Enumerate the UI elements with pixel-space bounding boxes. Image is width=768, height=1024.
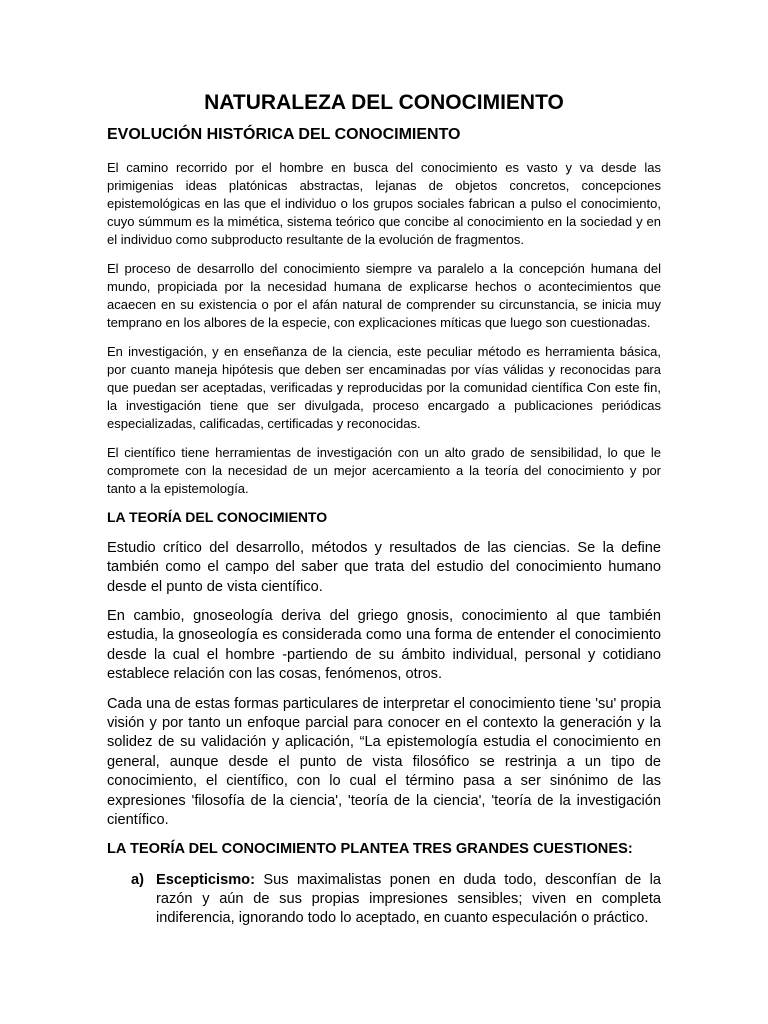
paragraph: Estudio crítico del desarrollo, métodos y resultados de las ciencias. Se la define también como el campo del saber que trata del estudio del conocimiento humano desde el punto de vista científico. [107, 539, 661, 595]
section-heading-cuestiones: LA TEORÍA DEL CONOCIMIENTO PLANTEA TRES GRANDES CUESTIONES: [107, 841, 633, 858]
paragraph: En cambio, gnoseología deriva del griego gnosis, conocimiento al que también estudia, la gnoseología es considerada como una forma de entender el conocimiento desde la cual el hombre -partiendo de su ámbito individual, personal y cotidiano establece relación con las cosas, fenómenos, otros. [107, 607, 661, 683]
section-heading-teoria: LA TEORÍA DEL CONOCIMIENTO [107, 509, 328, 526]
list-item [107, 871, 661, 929]
list-marker: a) [131, 871, 144, 888]
paragraph: Cada una de estas formas particulares de interpretar el conocimiento tiene 'su' propia visión y por tanto un enfoque parcial para conocer en el contexto la generación y la solidez de su validación y aplicación, “La epistemología estudia el conocimiento en general, aunque desde el punto de vista filosófico se restrinja a un tipo de conocimiento, el científico, con lo cual el término pasa a ser sinónimo de las expresiones 'filosofía de la ciencia', 'teoría de la ciencia', 'teoría de la investigación científico. [107, 695, 661, 828]
list-item-text [156, 871, 661, 929]
paragraph: En investigación, y en enseñanza de la ciencia, este peculiar método es herramienta básica, por cuanto maneja hipótesis que deben ser encaminadas por vías válidas y reconocidas para que puedan ser aceptadas, verificadas y reproducidas por la comunidad científica Con este fin, la investigación tiene que ser divulgada, proceso encargado a publicaciones periódicas especializadas, calificadas, certificadas y reconocidas. [107, 344, 661, 432]
paragraph: El proceso de desarrollo del conocimiento siempre va paralelo a la concepción humana del mundo, propiciada por la necesidad humana de explicarse hechos o acontecimientos que acaecen en su existencia o por el afán natural de comprender su circunstancia, se inicia muy temprano en los albores de la especie, con explicaciones míticas que luego son cuestionadas. [107, 261, 661, 331]
document-page [107, 90, 661, 929]
list-item-body: Sus maximalistas ponen en duda todo, desconfían de la razón y aún de sus propias impresiones sensibles; viven en completa indiferencia, ignorando todo lo aceptado, en cuanto especulación o práctico. [156, 871, 661, 927]
paragraph: El científico tiene herramientas de investigación con un alto grado de sensibilidad, lo que le compromete con la necesidad de un mejor acercamiento a la teoría del conocimiento y por tanto a la epistemología. [107, 445, 661, 497]
document-title: NATURALEZA DEL CONOCIMIENTO [204, 91, 564, 114]
questions-list [107, 871, 661, 929]
list-item-term: Escepticismo: [156, 871, 255, 888]
section-heading-evolucion: EVOLUCIÓN HISTÓRICA DEL CONOCIMIENTO [107, 126, 461, 144]
paragraph: El camino recorrido por el hombre en busca del conocimiento es vasto y va desde las primigenias ideas platónicas abstractas, lejanas de objetos concretos, concepciones epistemológicas en las que el individuo o los grupos sociales fabrican a pulso el conocimiento, cuyo súmmum es la mimética, sistema teórico que concibe al conocimiento en la sociedad y en el individuo como subproducto resultante de la evolución de fragmentos. [107, 160, 661, 248]
